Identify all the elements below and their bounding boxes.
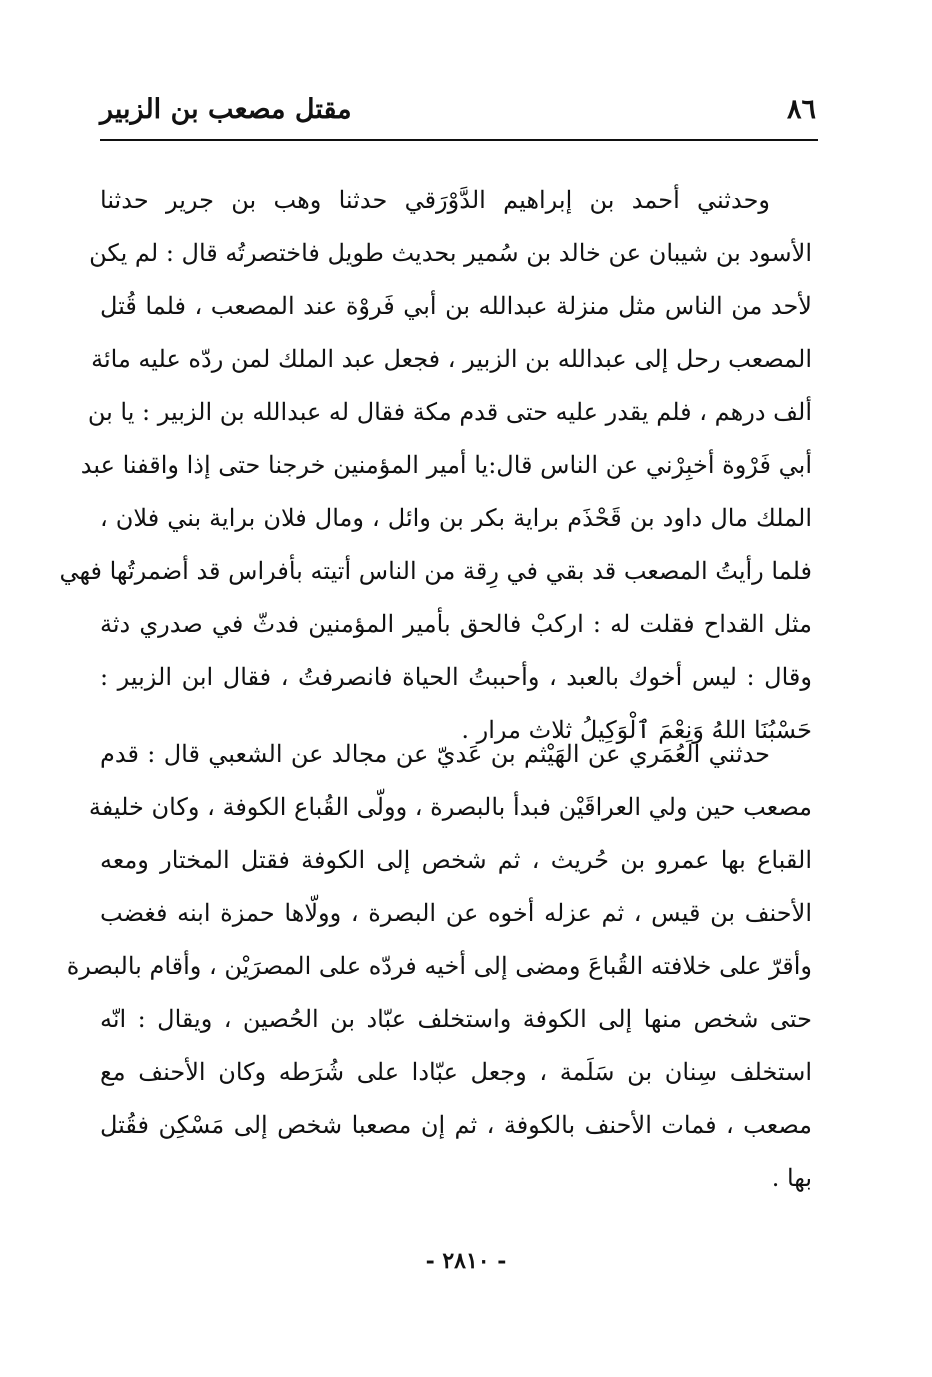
text-line: المصعب رحل إلى عبدالله بن الزبير ، فجعل عبد الملك لمن ردّه عليه مائة (91, 345, 812, 373)
text-line: حَسْبُنَا اللهُ وَنِعْمَ ٱلْوَكِيلُ ثلاث مرار . (461, 716, 812, 744)
text-line: الأحنف بن قيس ، ثم عزله أخوه عن البصرة ، وولّاها حمزة ابنه فغضب (100, 899, 812, 927)
text-line: وحدثني أحمد بن إبراهيم الدَّوْرَقي حدثنا وهب بن جرير حدثنا (100, 186, 770, 214)
text-line: القباع بها عمرو بن حُريث ، ثم شخص إلى الكوفة فقتل المختار ومعه (100, 846, 812, 874)
header-title: مقتل مصعب بن الزبير (100, 94, 352, 125)
text-line: فلما رأيتُ المصعب قد بقي في رِقة من الناس أتيته بأفراس قد أضمرتُها فهي (59, 557, 812, 585)
paragraph-1 (59, 174, 812, 757)
text-line: مصعب حين ولي العراقَيْن فبدأ بالبصرة ، وولّى القُباع الكوفة ، وكان خليفة (88, 793, 812, 821)
paragraph-2 (66, 728, 812, 1205)
text-line: الأسود بن شيبان عن خالد بن سُمير بحديث طويل فاختصرتُه قال : لم يكن (89, 239, 812, 267)
running-header (100, 94, 816, 134)
paragraph-2-text (66, 728, 812, 1205)
text-line: حدثني العُمَري عن الهَيْثم بن عَديّ عن مجالد عن الشعبي قال : قدم (100, 740, 770, 768)
header-divider (100, 139, 818, 141)
text-line: بها . (771, 1164, 812, 1192)
text-line: لأحد من الناس مثل منزلة عبدالله بن أبي فَروْة عند المصعب ، فلما قُتل (100, 292, 812, 320)
text-line: أبي فَرْوة أخبِرْني عن الناس قال:يا أمير المؤمنين خرجنا حتى إذا واقفنا عبد (80, 451, 812, 479)
text-line: وأقرّ على خلافته القُباعَ ومضى إلى أخيه فردّه على المصرَيْن ، وأقام بالبصرة (66, 952, 812, 980)
text-line: مثل القداح فقلت له : اركبْ فالحق بأمير المؤمنين فدثّ في صدري دثة (100, 610, 812, 638)
footer-page-label: - ٢٨١٠ - (425, 1248, 507, 1274)
text-line: حتى شخص منها إلى الكوفة واستخلف عبّاد بن الحُصين ، ويقال : انّه (100, 1005, 812, 1033)
text-line: الملك مال داود بن قَحْذَم براية بكر بن وائل ، ومال فلان براية بني فلان ، (100, 504, 812, 532)
text-line: مصعب ، فمات الأحنف بالكوفة ، ثم إن مصعبا شخص إلى مَسْكِن فقُتل (100, 1111, 812, 1139)
text-line: استخلف سِنان بن سَلَمة ، وجعل عبّادا على شُرَطه وكان الأحنف مع (100, 1058, 812, 1086)
text-line: وقال : ليس أخوك بالعبد ، وأحببتُ الحياة فانصرفتُ ، فقال ابن الزبير : (100, 663, 812, 691)
paragraph-1-text (59, 174, 812, 757)
header-page-number: ٨٦ (786, 94, 816, 125)
text-line: ألف درهم ، فلم يقدر عليه حتى قدم مكة فقال له عبدالله بن الزبير : يا بن (87, 398, 812, 426)
